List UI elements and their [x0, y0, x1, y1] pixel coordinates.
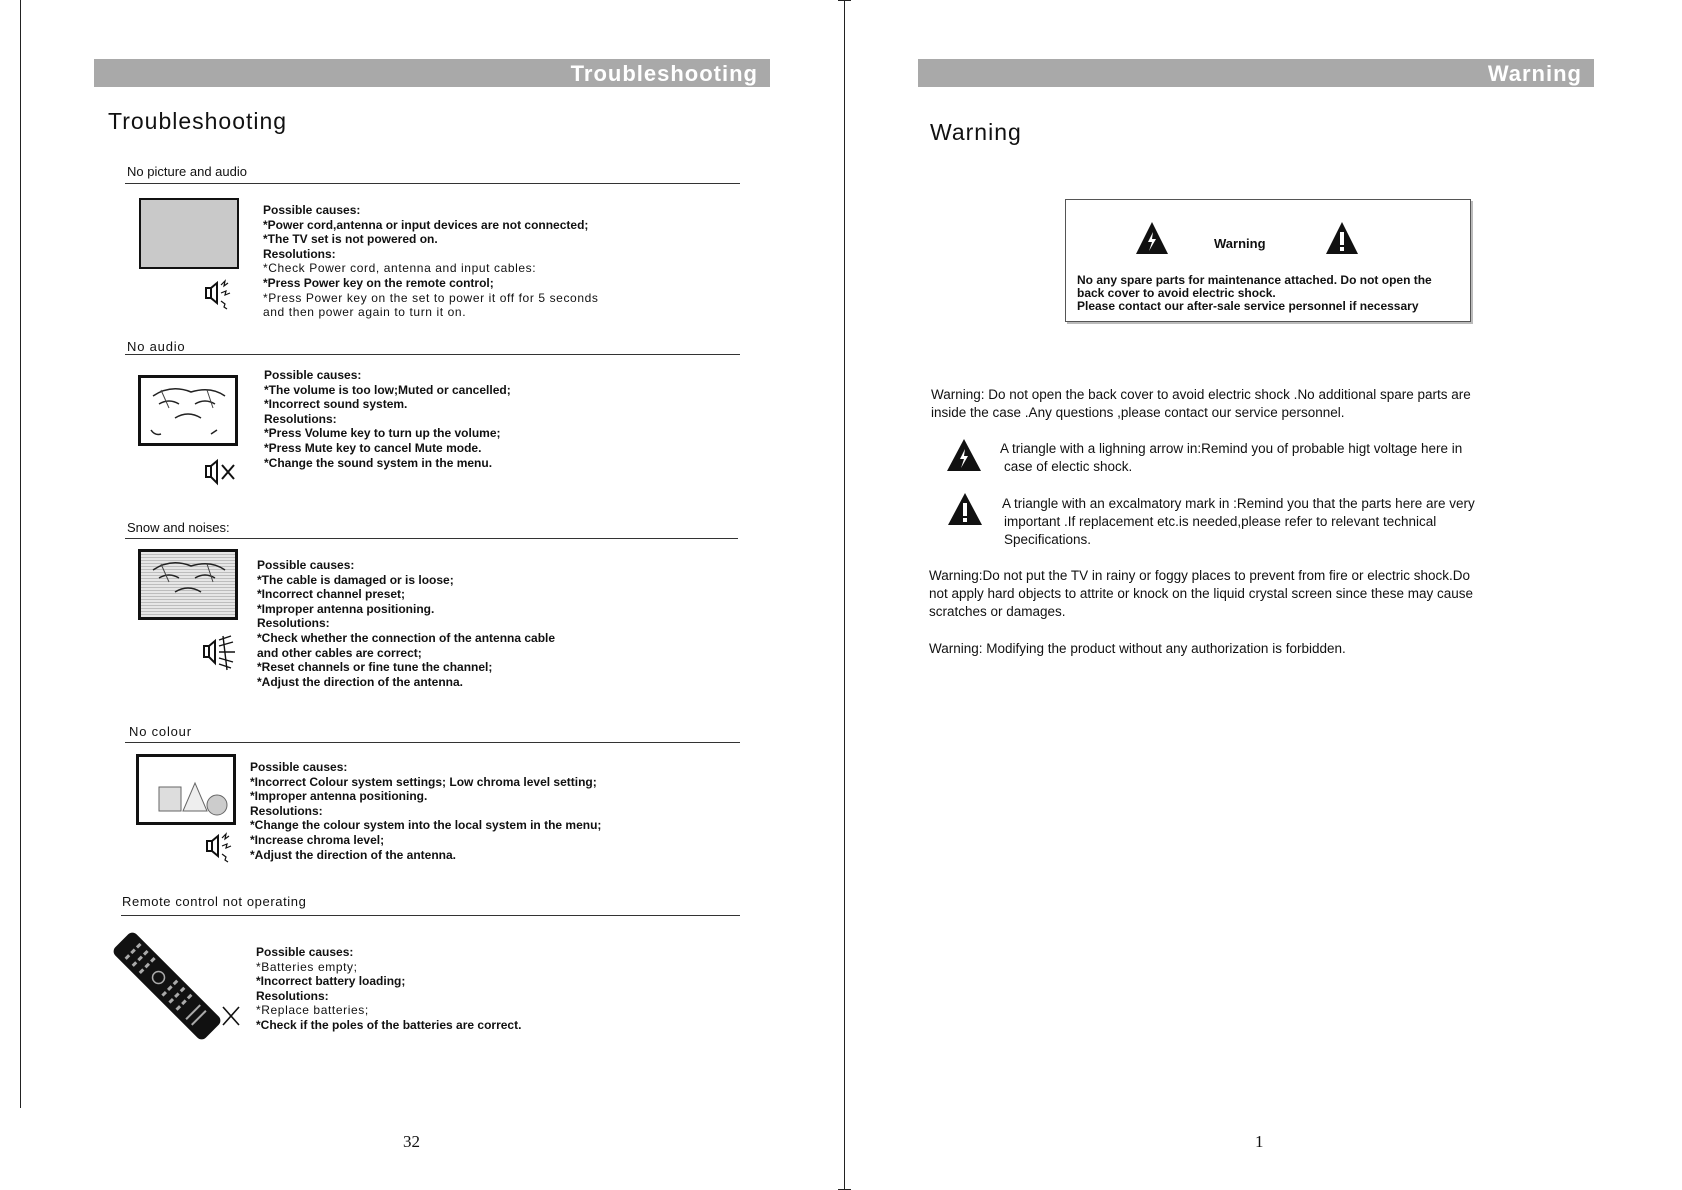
- lightning-triangle-icon: [945, 437, 983, 473]
- section-title-no-audio: No audio: [127, 339, 186, 354]
- remote-control-image: [112, 930, 222, 1042]
- causes-remote: Possible causes: *Batteries empty; *Incorrect battery loading; Resolutions: *Replace batteries; *Check if the poles of the batteries are correct.: [256, 945, 522, 1032]
- tv-snow-screen: [138, 549, 238, 620]
- speaker-noise-icon: [203, 277, 237, 311]
- face-sketch-image: [141, 378, 235, 443]
- fold-top-tick: [838, 0, 851, 1]
- section-rule: [125, 183, 740, 184]
- tv-shapes-screen: [136, 754, 236, 825]
- causes-snow-noises: Possible causes: *The cable is damaged or is loose; *Incorrect channel preset; *Improper antenna positioning. Resolutions: *Check whether the connection of the antenna cable and other cables are correct; *Reset channels or fine tune the channel; *Adjust the direction of the antenna.: [257, 558, 556, 689]
- speaker-noise-icon: [204, 830, 238, 864]
- left-page-title: Troubleshooting: [108, 108, 288, 134]
- section-title-snow-noises: Snow and noises:: [127, 520, 230, 535]
- section-title-remote: Remote control not operating: [122, 894, 307, 909]
- right-page-number: 1: [1255, 1132, 1264, 1151]
- right-page-title: Warning: [930, 119, 1022, 145]
- causes-no-picture: Possible causes: *Power cord,antenna or input devices are not connected; *The TV set is not powered on. Resolutions: *Check Power cord, antenna and input cables: *Press Power key on the remote control; *Press Power key on the set to power it off for 5 seconds and then power again to turn it on.: [263, 203, 599, 320]
- tv-face-screen: [138, 375, 238, 446]
- geometric-shapes-image: [139, 757, 233, 822]
- speaker-mute-icon: [203, 458, 239, 486]
- section-rule: [121, 915, 740, 916]
- exclamation-explanation: A triangle with an excalmatory mark in :Remind you that the parts here are very important .If replacement etc.is needed,please refer to relevant technical Specifications.: [1002, 496, 1475, 547]
- warning-paragraph-modify: Warning: Modifying the product without any authorization is forbidden.: [929, 641, 1346, 656]
- cross-icon: [221, 1005, 241, 1027]
- section-rule: [125, 742, 740, 743]
- section-rule: [125, 354, 740, 355]
- lightning-explanation: A triangle with a lighning arrow in:Remind you of probable higt voltage here in case of electic shock.: [1000, 441, 1463, 474]
- lightning-triangle-icon: [1134, 220, 1170, 256]
- right-header-bar: Warning: [918, 59, 1594, 87]
- left-header-bar: Troubleshooting: [94, 59, 770, 87]
- left-page-number: 32: [403, 1132, 420, 1151]
- exclamation-triangle-icon: [946, 491, 984, 527]
- warning-paragraph-rain: Warning:Do not put the TV in rainy or foggy places to prevent from fire or electric shock.Do not apply hard objects to attrite or knock on the liquid crystal screen since these may cause scratches or damages.: [929, 568, 1474, 619]
- center-fold-line: [844, 0, 845, 1190]
- tv-blank-screen: [139, 198, 239, 269]
- warning-box-text: No any spare parts for maintenance attached. Do not open the back cover to avoid electric shock. Please contact our after-sale service personnel if necessary: [1077, 273, 1432, 313]
- section-title-no-colour: No colour: [129, 724, 192, 739]
- snow-face-sketch-image: [141, 552, 235, 617]
- warning-paragraph-back-cover: Warning: Do not open the back cover to avoid electric shock .No additional spare parts are inside the case .Any questions ,please contact our service personnel.: [931, 387, 1471, 420]
- section-rule: [125, 538, 738, 539]
- exclamation-triangle-icon: [1324, 220, 1360, 256]
- causes-no-audio: Possible causes: *The volume is too low;Muted or cancelled; *Incorrect sound system. Resolutions: *Press Volume key to turn up the volume; *Press Mute key to cancel Mute mode. *Change the sound system in the menu.: [264, 368, 511, 470]
- speaker-static-icon: [201, 632, 237, 672]
- section-title-no-picture: No picture and audio: [127, 164, 247, 179]
- left-page-edge: [20, 0, 21, 1108]
- causes-no-colour: Possible causes: *Incorrect Colour system settings; Low chroma level setting; *Improper antenna positioning. Resolutions: *Change the colour system into the local system in the menu; *Increase chroma level; *Adjust the direction of the antenna.: [250, 760, 602, 862]
- warning-box-label: Warning: [1214, 236, 1266, 251]
